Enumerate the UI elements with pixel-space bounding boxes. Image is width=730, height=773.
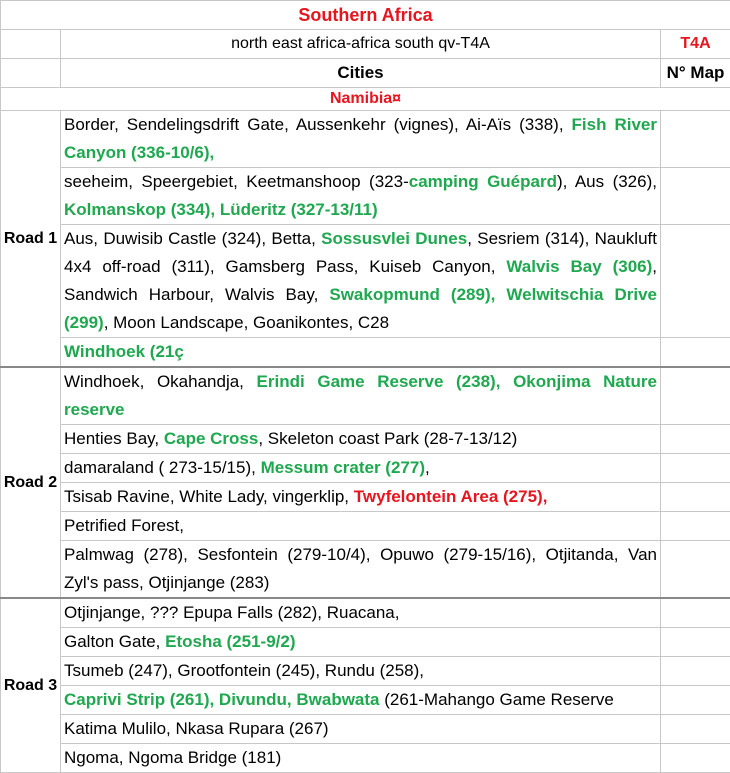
map-cell xyxy=(661,715,730,744)
map-cell xyxy=(661,657,730,686)
highlight-place: Walvis Bay (306) xyxy=(506,257,652,276)
route-row xyxy=(1,168,730,225)
map-cell xyxy=(661,225,730,338)
highlight-place: Fish River Canyon (336-10/6), xyxy=(64,115,657,162)
cities-cell xyxy=(61,225,661,338)
map-cell xyxy=(661,628,730,657)
place-text: damaraland ( 273-15/15), xyxy=(64,458,261,477)
cities-cell xyxy=(61,657,661,686)
highlight-place: Caprivi Strip (261), Divundu, Bwabwata xyxy=(64,690,380,709)
highlight-place: Windhoek (21ç xyxy=(64,342,184,361)
place-text: Windhoek, Okahandja, xyxy=(64,372,257,391)
cities-cell xyxy=(61,367,661,425)
highlight-place: Cape Cross xyxy=(164,429,258,448)
route-row xyxy=(1,657,730,686)
place-text: , Sesriem (314), Naukluft 4x4 off-road (311), Gamsberg Pass, Kuiseb Canyon, xyxy=(64,229,657,276)
cities-cell xyxy=(61,686,661,715)
map-cell xyxy=(661,598,730,628)
cities-cell xyxy=(61,425,661,454)
place-text: Galton Gate, xyxy=(64,632,165,651)
place-text: Palmwag (278), Sesfontein (279-10/4), Opuwo (279-15/16), Otjitanda, Van Zyl's pass, Otjinjange (283) xyxy=(64,545,657,592)
place-text: , Sandwich Harbour, Walvis Bay, xyxy=(64,257,657,304)
map-cell xyxy=(661,425,730,454)
route-row xyxy=(1,628,730,657)
route-row xyxy=(1,367,730,425)
cities-cell xyxy=(61,111,661,168)
route-row xyxy=(1,686,730,715)
map-cell xyxy=(661,744,730,773)
highlight-place: Erindi Game Reserve (238), Okonjima Nature reserve xyxy=(64,372,657,419)
map-cell xyxy=(661,541,730,599)
place-text: Aus, Duwisib Castle (324), Betta, xyxy=(64,229,321,248)
place-text: (261-Mahango Game Reserve xyxy=(380,690,614,709)
cities-cell xyxy=(61,512,661,541)
page-title: Southern Africa xyxy=(1,1,730,30)
map-cell xyxy=(661,168,730,225)
place-text: seeheim, Speergebiet, Keetmanshoop (323- xyxy=(64,172,409,191)
empty-cell xyxy=(1,59,61,88)
country-heading: Namibia¤ xyxy=(1,88,730,111)
route-row xyxy=(1,338,730,368)
place-text: , xyxy=(425,458,430,477)
road-label: Road 1 xyxy=(1,111,61,368)
cities-header: Cities xyxy=(61,59,661,88)
route-row xyxy=(1,541,730,599)
route-row xyxy=(1,715,730,744)
road-label: Road 2 xyxy=(1,367,61,598)
place-text: Henties Bay, xyxy=(64,429,164,448)
cities-cell xyxy=(61,483,661,512)
place-text: , Moon Landscape, Goanikontes, C28 xyxy=(104,313,389,332)
cities-cell xyxy=(61,598,661,628)
route-row xyxy=(1,454,730,483)
cities-cell xyxy=(61,454,661,483)
empty-cell xyxy=(1,30,61,59)
place-text: Border, Sendelingsdrift Gate, Aussenkehr (vignes), Ai-Aïs (338), xyxy=(64,115,572,134)
map-header: N° Map xyxy=(661,59,730,88)
cities-cell xyxy=(61,338,661,368)
route-row xyxy=(1,512,730,541)
highlight-place: Swakopmund (289), Welwitschia Drive (299) xyxy=(64,285,657,332)
route-row xyxy=(1,111,730,168)
map-cell xyxy=(661,512,730,541)
route-row xyxy=(1,425,730,454)
map-cell xyxy=(661,367,730,425)
highlight-place: Sossusvlei Dunes xyxy=(321,229,467,248)
highlight-place: Messum crater (277) xyxy=(261,458,425,477)
map-cell xyxy=(661,454,730,483)
map-cell xyxy=(661,338,730,368)
highlight-place: Kolmanskop (334), Lüderitz (327-13/11) xyxy=(64,200,378,219)
route-row xyxy=(1,483,730,512)
cities-cell xyxy=(61,715,661,744)
subtitle: north east africa-africa south qv-T4A xyxy=(61,30,661,59)
road-label: Road 3 xyxy=(1,598,61,773)
place-text: Otjinjange, ??? Epupa Falls (282), Ruacana, xyxy=(64,603,399,622)
alert-place: Twyfelontein Area (275), xyxy=(354,487,548,506)
place-text: Tsisab Ravine, White Lady, vingerklip, xyxy=(64,487,354,506)
cities-cell xyxy=(61,744,661,773)
route-row xyxy=(1,744,730,773)
map-cell xyxy=(661,111,730,168)
highlight-place: Etosha (251-9/2) xyxy=(165,632,295,651)
map-cell xyxy=(661,686,730,715)
place-text: ), Aus (326), xyxy=(557,172,657,191)
place-text: Ngoma, Ngoma Bridge (181) xyxy=(64,748,281,767)
highlight-place: camping Guépard xyxy=(409,172,557,191)
route-row xyxy=(1,225,730,338)
place-text: Petrified Forest, xyxy=(64,516,184,535)
cities-cell xyxy=(61,628,661,657)
cities-cell xyxy=(61,168,661,225)
place-text: , Skeleton coast Park (28-7-13/12) xyxy=(258,429,517,448)
cities-cell xyxy=(61,541,661,599)
map-cell xyxy=(661,483,730,512)
route-row xyxy=(1,598,730,628)
place-text: Katima Mulilo, Nkasa Rupara (267) xyxy=(64,719,329,738)
place-text: Tsumeb (247), Grootfontein (245), Rundu (258), xyxy=(64,661,424,680)
map-code: T4A xyxy=(661,30,730,59)
